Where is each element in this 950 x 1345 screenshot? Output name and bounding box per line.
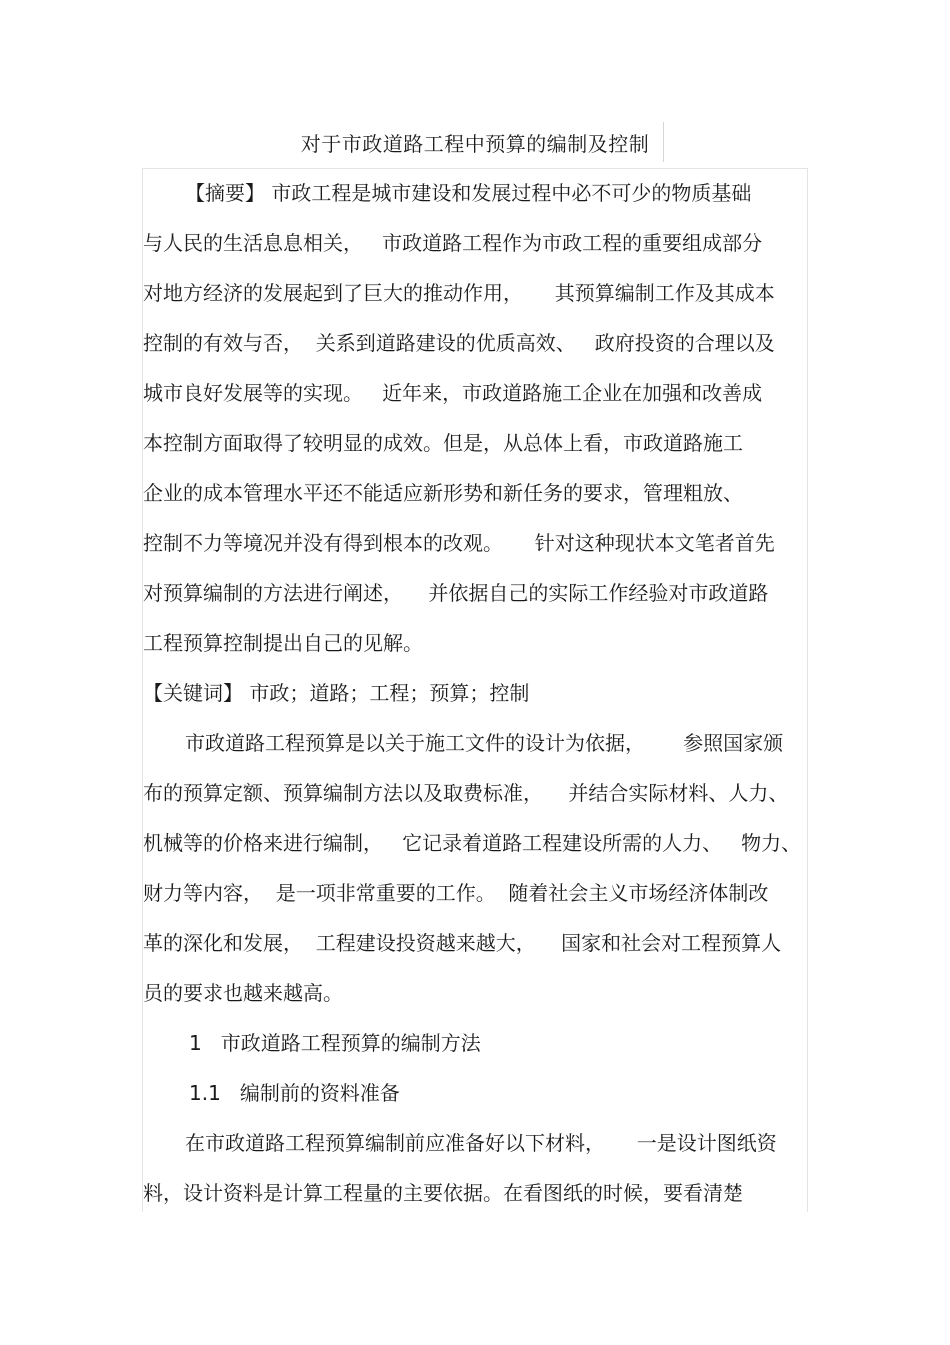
- abstract-line: 控制的有效与否， 关系到道路建设的优质高效、 政府投资的合理以及: [143, 331, 775, 355]
- abstract-line: 控制不力等境况并没有得到根本的改观。 针对这种现状本文笔者首先: [143, 531, 775, 555]
- paragraph-line: 机械等的价格来进行编制， 它记录着道路工程建设所需的人力、 物力、: [143, 831, 802, 855]
- text-frame-top: [142, 168, 808, 169]
- abstract-line: 工程预算控制提出自己的见解。: [143, 631, 423, 655]
- paragraph-line: 员的要求也越来越高。: [143, 981, 343, 1005]
- document-title: 对于市政道路工程中预算的编制及控制: [300, 132, 650, 156]
- abstract-line: 对地方经济的发展起到了巨大的推动作用， 其预算编制工作及其成本: [143, 281, 775, 305]
- paragraph-line: 料，设计资料是计算工程量的主要依据。在看图纸的时候，要看清楚: [143, 1181, 743, 1205]
- document-body: [143, 171, 808, 1221]
- abstract-line: 本控制方面取得了较明显的成效。但是，从总体上看，市政道路施工: [143, 431, 743, 455]
- abstract-line: 城市良好发展等的实现。 近年来，市政道路施工企业在加强和改善成: [143, 381, 763, 405]
- subsection-heading: 1.1 编制前的资料准备: [189, 1081, 400, 1105]
- abstract-line: 企业的成本管理水平还不能适应新形势和新任务的要求，管理粗放、: [143, 481, 743, 505]
- paragraph-line: 在市政道路工程预算编制前应准备好以下材料， 一是设计图纸资: [185, 1131, 777, 1155]
- paragraph-line: 财力等内容， 是一项非常重要的工作。 随着社会主义市场经济体制改: [143, 881, 769, 905]
- paragraph-line: 市政道路工程预算是以关于施工文件的设计为依据， 参照国家颁: [185, 731, 784, 755]
- section-heading: 1 市政道路工程预算的编制方法: [189, 1031, 481, 1055]
- keywords-line: 【关键词】 市政；道路；工程；预算；控制: [143, 681, 530, 705]
- abstract-line: 与人民的生活息息相关， 市政道路工程作为市政工程的重要组成部分: [143, 231, 763, 255]
- paragraph-line: 布的预算定额、预算编制方法以及取费标准， 并结合实际材料、人力、: [143, 781, 789, 805]
- paragraph-line: 革的深化和发展， 工程建设投资越来越大， 国家和社会对工程预算人: [143, 931, 782, 955]
- abstract-line: 【摘要】 市政工程是城市建设和发展过程中必不可少的物质基础: [185, 181, 752, 205]
- title-divider: [663, 122, 664, 162]
- abstract-line: 对预算编制的方法进行阐述， 并依据自己的实际工作经验对市政道路: [143, 581, 769, 605]
